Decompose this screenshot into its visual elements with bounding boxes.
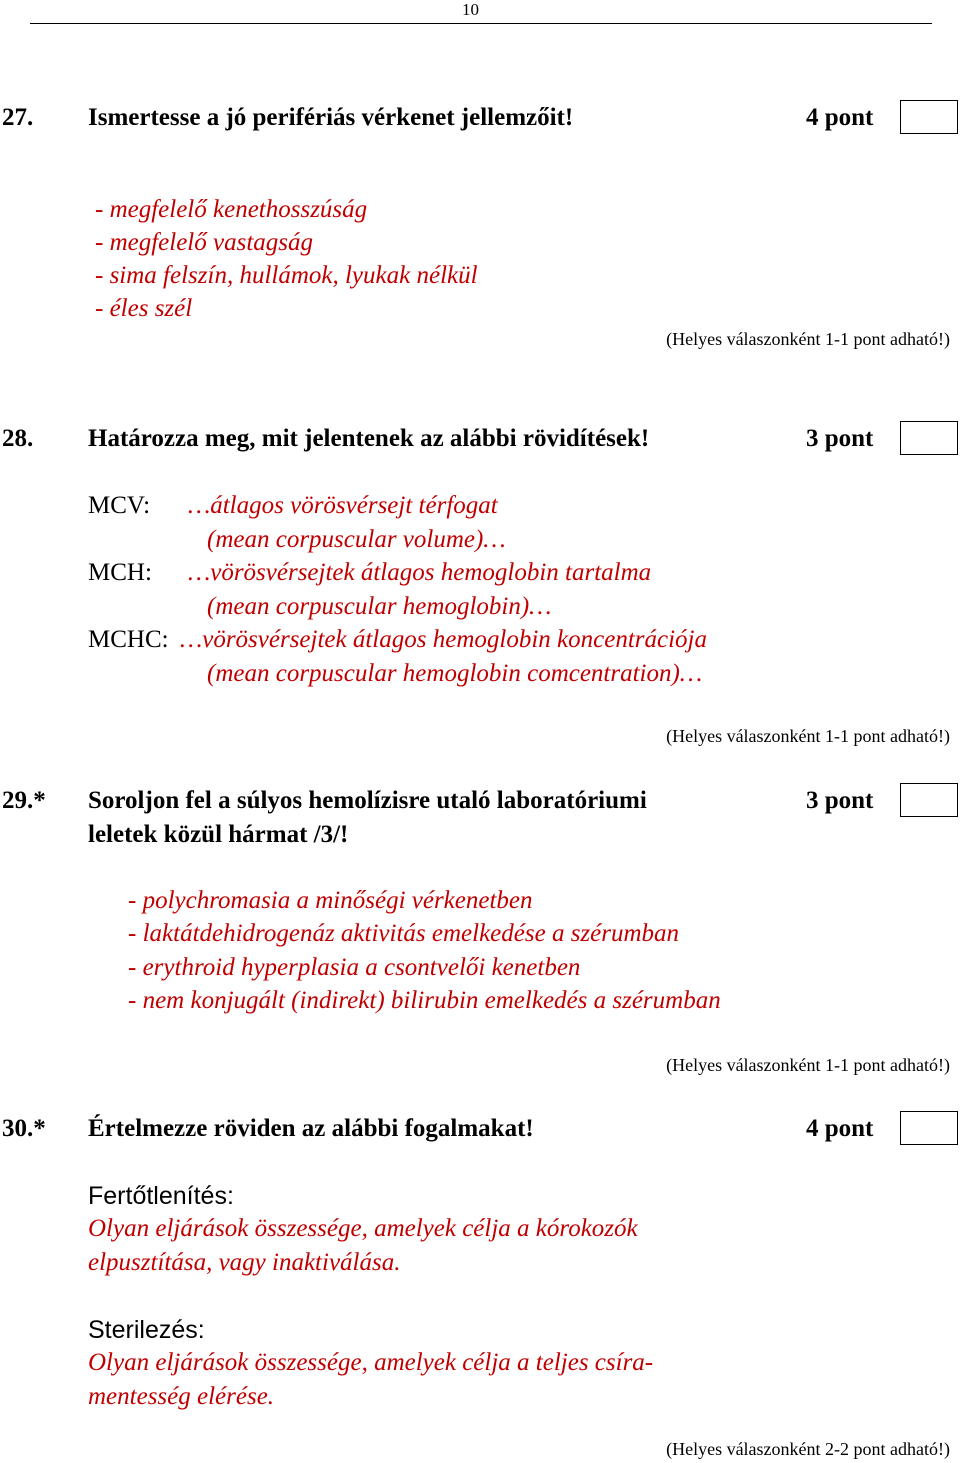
q27-answer-3: - sima felszín, hullámok, lyukak nélkül	[95, 262, 478, 289]
mcv-english: (mean corpuscular volume)…	[207, 526, 506, 553]
term-sterilization-label: Sterilezés:	[88, 1316, 205, 1344]
mch-definition: …vörösvérsejtek átlagos hemoglobin tartalma	[188, 559, 652, 586]
q30-points: 4 pont	[806, 1115, 874, 1142]
q30-number: 30.*	[2, 1115, 46, 1142]
q27-points: 4 pont	[806, 104, 874, 131]
header-rule	[30, 23, 932, 24]
q28-number: 28.	[2, 425, 34, 452]
q29-question-line2: leletek közül hármat /3/!	[88, 821, 349, 848]
q28-question: Határozza meg, mit jelentenek az alábbi rövidítések!	[88, 425, 650, 452]
mchc-english: (mean corpuscular hemoglobin comcentration)…	[207, 660, 703, 687]
q30-scoring-note: (Helyes válaszonként 2-2 pont adható!)	[666, 1439, 950, 1459]
q30-question: Értelmezze röviden az alábbi fogalmakat!	[88, 1115, 534, 1142]
mcv-label: MCV:	[88, 492, 151, 519]
mch-english: (mean corpuscular hemoglobin)…	[207, 593, 552, 620]
q29-points: 3 pont	[806, 787, 874, 814]
term-disinfection-label: Fertőtlenítés:	[88, 1182, 234, 1210]
term-disinfection-line1: Olyan eljárások összessége, amelyek célja a kórokozók	[88, 1215, 638, 1242]
q29-answer-1: - polychromasia a minőségi vérkenetben	[128, 887, 533, 914]
q29-score-box[interactable]	[900, 783, 958, 817]
q27-score-box[interactable]	[900, 100, 958, 134]
mcv-definition: …átlagos vörösvérsejt térfogat	[188, 492, 498, 519]
q29-answer-4: - nem konjugált (indirekt) bilirubin emelkedés a szérumban	[128, 987, 721, 1014]
page-number: 10	[462, 0, 479, 19]
q27-question: Ismertesse a jó perifériás vérkenet jellemzőit!	[88, 104, 574, 131]
q27-answer-1: - megfelelő kenethosszúság	[95, 196, 368, 223]
term-sterilization-line1: Olyan eljárások összessége, amelyek célja a teljes csíra-	[88, 1349, 654, 1376]
q28-scoring-note: (Helyes válaszonként 1-1 pont adható!)	[666, 726, 950, 746]
mchc-label: MCHC:	[88, 626, 169, 653]
q29-scoring-note: (Helyes válaszonként 1-1 pont adható!)	[666, 1055, 950, 1075]
q28-score-box[interactable]	[900, 421, 958, 455]
q29-number: 29.*	[2, 787, 46, 814]
q27-answer-4: - éles szél	[95, 295, 193, 322]
q29-answer-3: - erythroid hyperplasia a csontvelői kenetben	[128, 954, 581, 981]
term-sterilization-line2: mentesség elérése.	[88, 1383, 275, 1410]
q27-number: 27.	[2, 104, 34, 131]
q29-answer-2: - laktátdehidrogenáz aktivitás emelkedése a szérumban	[128, 920, 680, 947]
q27-answer-2: - megfelelő vastagság	[95, 229, 314, 256]
term-disinfection-line2: elpusztítása, vagy inaktiválása.	[88, 1249, 401, 1276]
mch-label: MCH:	[88, 559, 152, 586]
q30-score-box[interactable]	[900, 1111, 958, 1145]
mchc-definition: …vörösvérsejtek átlagos hemoglobin koncentrációja	[180, 626, 707, 653]
q29-question-line1: Soroljon fel a súlyos hemolízisre utaló laboratóriumi	[88, 787, 647, 814]
q28-points: 3 pont	[806, 425, 874, 452]
q27-scoring-note: (Helyes válaszonként 1-1 pont adható!)	[666, 329, 950, 349]
